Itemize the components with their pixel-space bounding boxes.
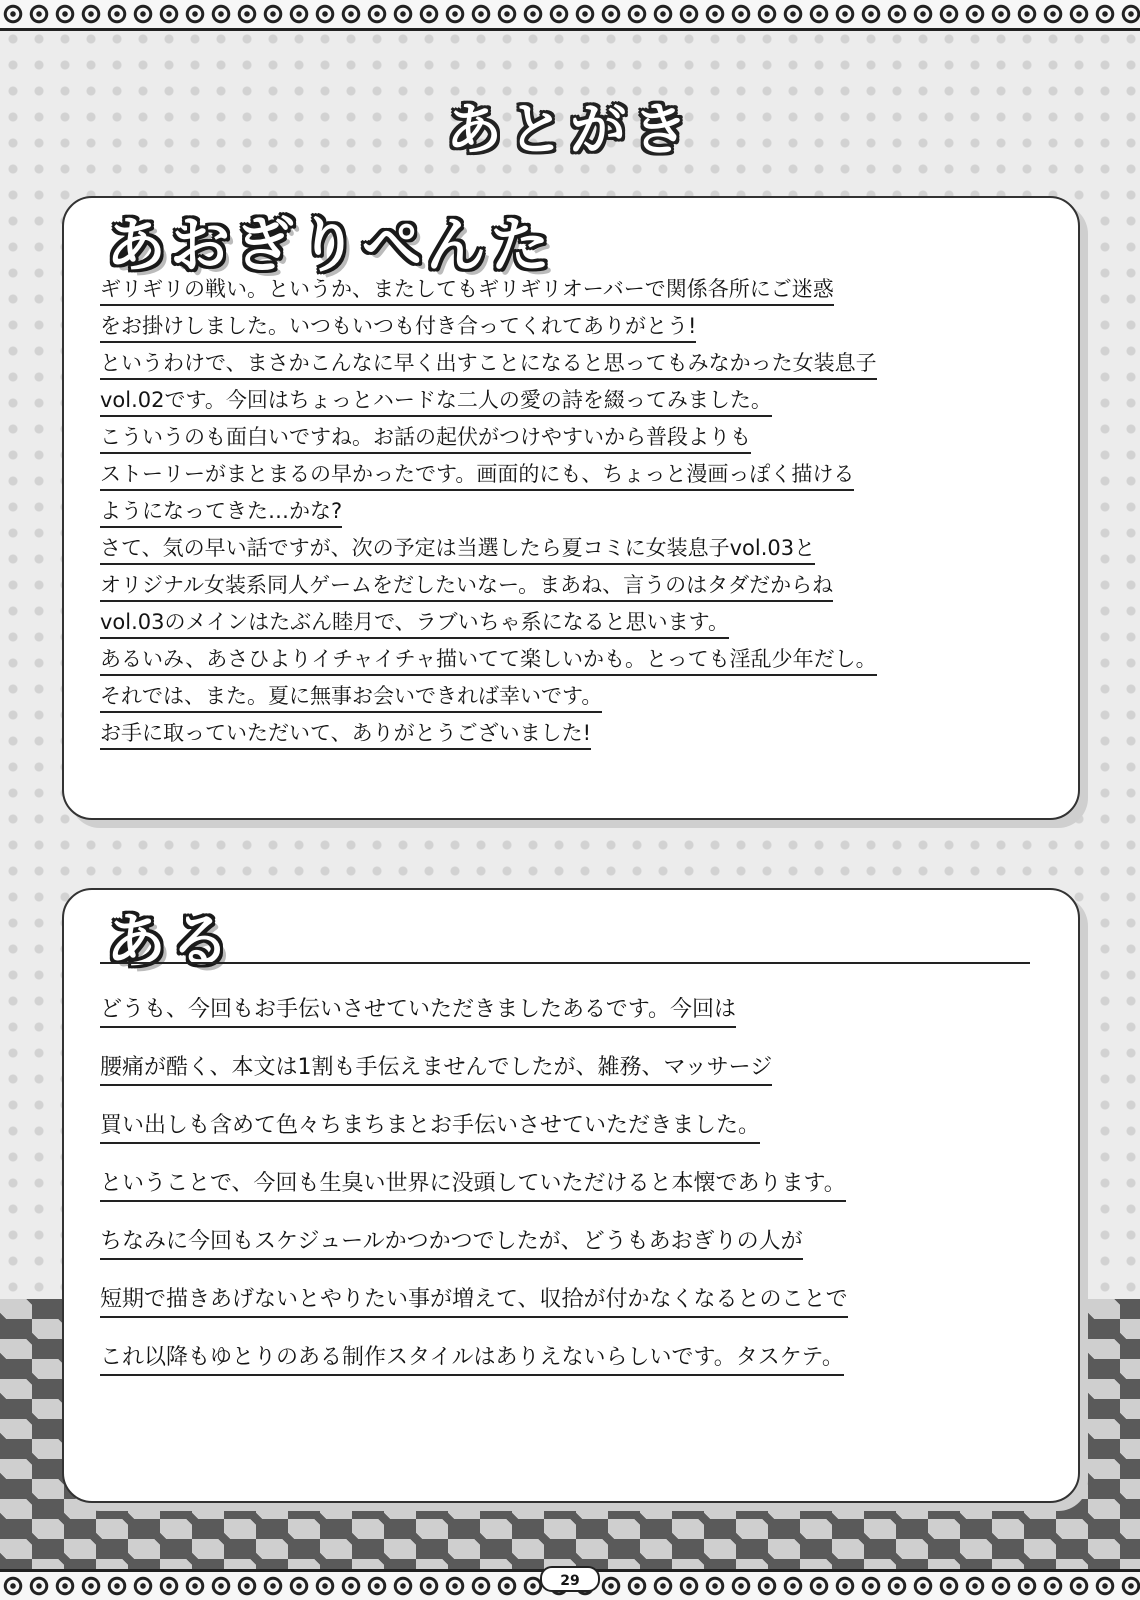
author-underline-divider — [100, 962, 1030, 964]
top-lace-border — [0, 0, 1140, 31]
text-line: vol.03のメインはたぶん睦月で、ラブいちゃ系になると思います。 — [100, 609, 729, 639]
text-line: 買い出しも含めて色々ちまちまとお手伝いさせていただきました。 — [100, 1112, 760, 1144]
afterword-panel-aogiri-penta — [62, 196, 1080, 820]
author-name: ある — [106, 907, 234, 977]
text-line: どうも、今回もお手伝いさせていただきましたあるです。今回は — [100, 996, 736, 1028]
page-title: あとがき — [446, 98, 694, 163]
afterword-text — [100, 276, 877, 757]
text-line: ちなみに今回もスケジュールかつかつでしたが、どうもあおぎりの人が — [100, 1228, 803, 1260]
text-line: 腰痛が酷く、本文は1割も手伝えませんでしたが、雑務、マッサージ — [100, 1054, 772, 1086]
text-line: 短期で描きあげないとやりたい事が増えて、収拾が付かなくなるとのことで — [100, 1286, 848, 1318]
text-line: をお掛けしました。いつもいつも付き合ってくれてありがとう! — [100, 313, 696, 343]
afterword-panel-aru — [62, 888, 1080, 1503]
text-line: こういうのも面白いですね。お話の起伏がつけやすいから普段よりも — [100, 424, 751, 454]
text-line: というわけで、まさかこんなに早く出すことになると思ってもみなかった女装息子 — [100, 350, 877, 380]
text-line: ようになってきた…かな? — [100, 498, 342, 528]
text-line: ギリギリの戦い。というか、またしてもギリギリオーバーで関係各所にご迷惑 — [100, 276, 834, 306]
text-line: オリジナル女装系同人ゲームをだしたいなー。まあね、言うのはタダだからね — [100, 572, 833, 602]
text-line: それでは、また。夏に無事お会いできれば幸いです。 — [100, 683, 602, 713]
page-number: 29 — [540, 1566, 600, 1592]
author-name: あおぎりぺんた — [106, 211, 554, 281]
text-line: お手に取っていただいて、ありがとうございました! — [100, 720, 591, 750]
text-line: あるいみ、あさひよりイチャイチャ描いてて楽しいかも。とっても淫乱少年だし。 — [100, 646, 877, 676]
text-line: ストーリーがまとまるの早かったです。画面的にも、ちょっと漫画っぽく描ける — [100, 461, 854, 491]
text-line: これ以降もゆとりのある制作スタイルはありえないらしいです。タスケテ。 — [100, 1344, 844, 1376]
text-line: ということで、今回も生臭い世界に没頭していただけると本懐であります。 — [100, 1170, 846, 1202]
afterword-text — [100, 996, 848, 1402]
text-line: vol.02です。今回はちょっとハードな二人の愛の詩を綴ってみました。 — [100, 387, 772, 417]
text-line: さて、気の早い話ですが、次の予定は当選したら夏コミに女装息子vol.03と — [100, 535, 815, 565]
